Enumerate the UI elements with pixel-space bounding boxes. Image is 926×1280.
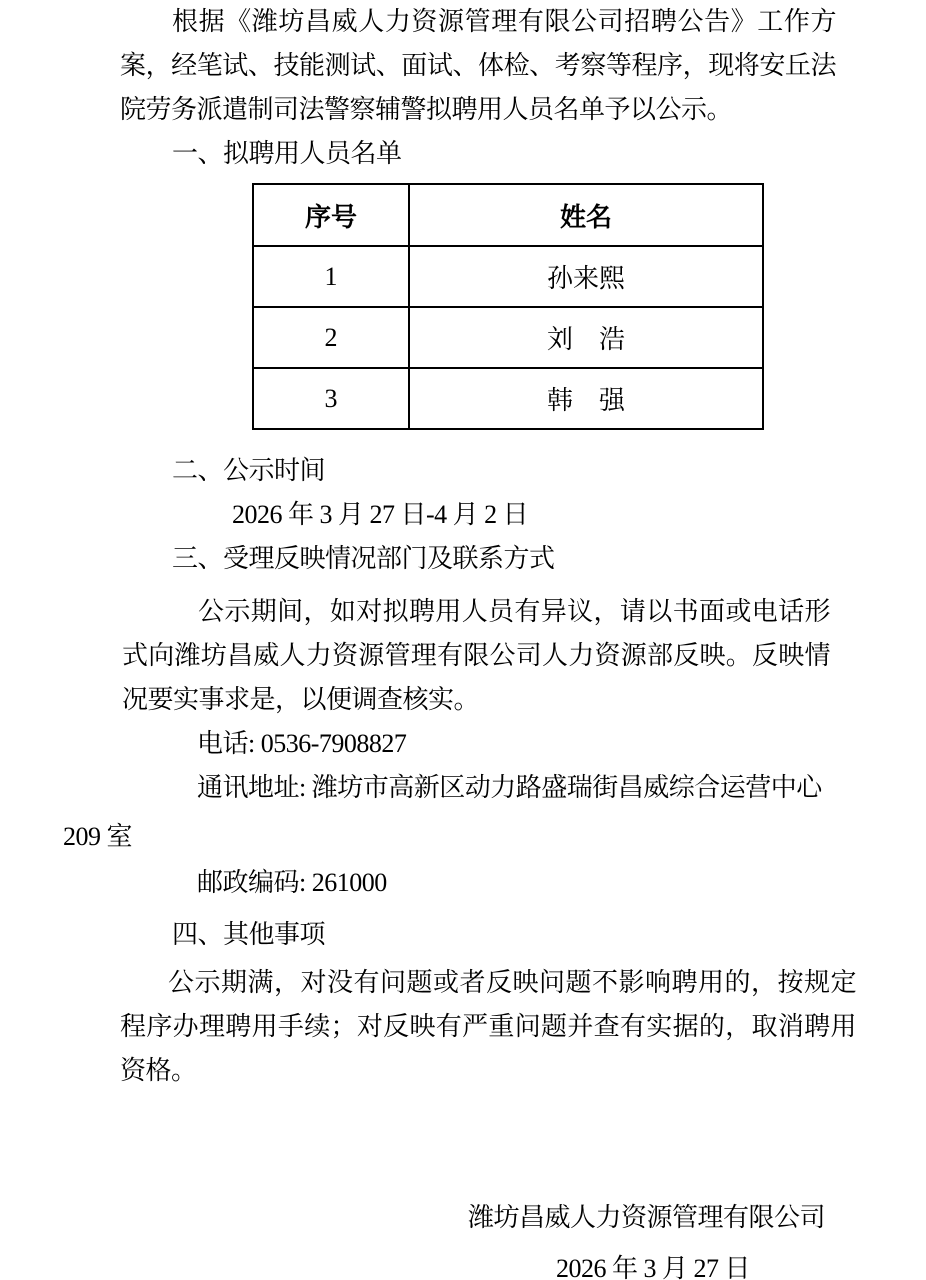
table-row [253,246,763,307]
phone-line: 电话: 0536-7908827 [197,729,407,758]
intro-paragraph: 根据《潍坊昌威人力资源管理有限公司招聘公告》工作方案，经笔试、技能测试、面试、体检、考察等程序，现将安丘法院劳务派遣制司法警察辅警拟聘用人员名单予以公示。 [120,7,836,124]
signature-date: 2026 年 3 月 27 日 [555,1254,750,1280]
feedback-paragraph: 公示期间，如对拟聘用人员有异议，请以书面或电话形式向潍坊昌威人力资源管理有限公司人力资源部反映。反映情况要实事求是，以便调查核实。 [122,597,830,714]
table-row [253,368,763,429]
section-4-heading: 四、其他事项 [172,920,326,949]
cell-name: 刘 浩 [409,307,763,368]
cell-number: 2 [253,307,409,368]
table-row [253,307,763,368]
cell-name: 韩 强 [409,368,763,429]
table-header-number: 序号 [253,184,409,246]
cell-name: 孙来熙 [409,246,763,307]
table-header-row [253,184,763,246]
section-3-heading: 三、受理反映情况部门及联系方式 [172,544,555,573]
address-line-1: 通讯地址: 潍坊市高新区动力路盛瑞街昌威综合运营中心 [197,773,822,802]
address-line-2: 209 室 [63,822,133,851]
postal-code-line: 邮政编码: 261000 [197,868,387,897]
section-1-heading: 一、拟聘用人员名单 [172,139,402,168]
publicity-period: 2026 年 3 月 27 日-4 月 2 日 [232,500,529,529]
section-2-heading: 二、公示时间 [172,456,326,485]
table-header-name: 姓名 [409,184,763,246]
signature-company: 潍坊昌威人力资源管理有限公司 [467,1203,825,1232]
candidate-table [252,183,764,430]
cell-number: 1 [253,246,409,307]
cell-number: 3 [253,368,409,429]
other-matters-paragraph: 公示期满，对没有问题或者反映问题不影响聘用的，按规定程序办理聘用手续；对反映有严重问题并查有实据的，取消聘用资格。 [120,968,856,1085]
